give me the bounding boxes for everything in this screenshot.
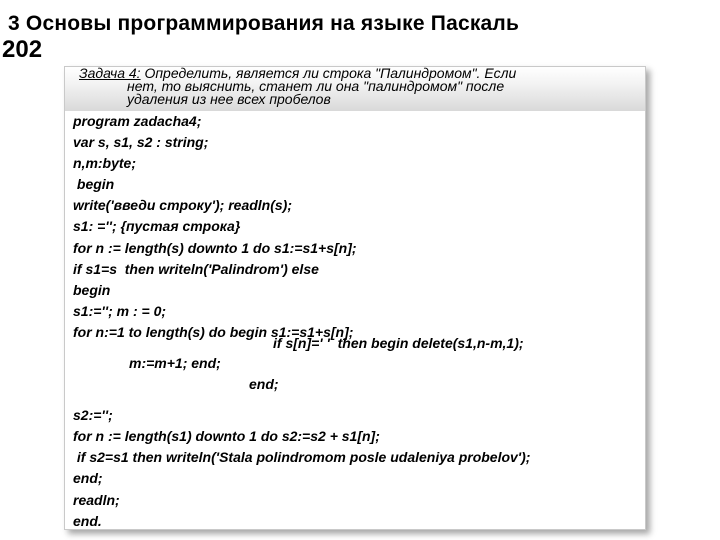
code-line: begin [73,176,115,193]
code-line: if s2=s1 then writeln('Stala polindromom posle udaleniya probelov'); [73,449,531,466]
code-line: program zadacha4; [73,113,202,129]
code-line: for n := length(s1) downto 1 do s2:=s2 + s1[n]; [73,428,380,445]
code-line: write('введи строку'); readln(s); [73,197,293,214]
code-line: n,m:byte; [73,155,136,172]
page-number: 202 [2,36,43,63]
code-line: m:=m+1; end; [129,355,221,372]
task-statement [79,67,639,106]
code-line: var s, s1, s2 : string; [73,134,209,151]
code-line: begin [73,281,111,298]
code-line: end; [73,470,103,487]
task-label: Задача 4: [79,65,141,81]
task-line-3: удаления из нее всех пробелов [127,91,331,107]
code-line: s1: =''; {пустая строка} [73,218,241,235]
code-line [73,374,643,395]
code-line: s2:=''; [73,407,113,424]
code-listing [73,111,643,532]
code-line: if s1=s then writeln('Palindrom') else [73,260,319,277]
code-line: if s[n]=' ' then begin delete(s1,n-m,1); [273,335,524,352]
code-line: readln; [73,491,120,508]
code-line: for n := length(s) downto 1 do s1:=s1+s[n]; [73,239,357,256]
code-line: for n:=1 to length(s) do begin s1:=s1+s[n]; [73,323,354,340]
task-line-2: нет, то выяснить, станет ли она "палиндромом" после [127,78,505,94]
task-text-1: Определить, является ли строка "Палиндромом". Если [140,65,517,81]
code-line: end. [73,512,102,529]
code-line-text: end; [249,376,279,393]
code-line: s1:=''; m : = 0; [73,302,167,319]
slide-title: 3 Основы программирования на языке Паскаль [8,12,520,35]
code-panel [64,66,646,530]
